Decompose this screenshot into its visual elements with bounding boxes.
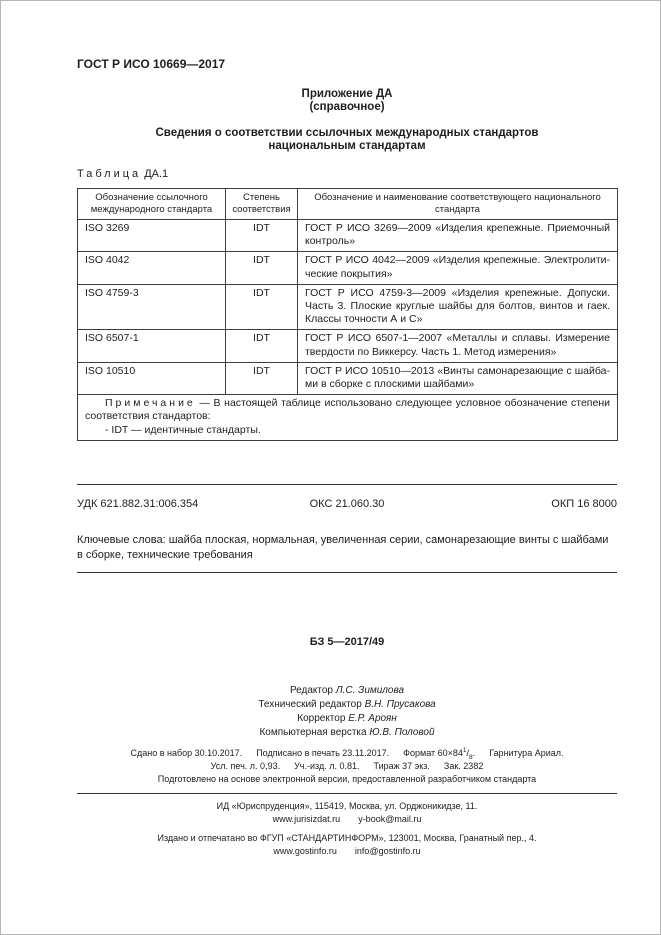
cell-degree: IDT bbox=[226, 330, 298, 362]
appendix-subtitle: (справочное) bbox=[309, 101, 385, 113]
page-content bbox=[77, 1, 617, 858]
table-label-word: Таблица bbox=[77, 168, 142, 180]
credit-name: Ю.В. Половой bbox=[369, 726, 435, 738]
credit-role: Компьютерная верстка bbox=[259, 726, 367, 738]
credit-role: Технический редактор bbox=[258, 698, 362, 710]
imprint-block bbox=[77, 747, 617, 786]
table-row bbox=[78, 284, 618, 330]
cell-reference: ISO 6507-1 bbox=[78, 330, 226, 362]
table-note-row bbox=[78, 395, 618, 441]
cell-national: ГОСТ Р ИСО 10510—2013 «Винты самонарезающие с шайбами в сборке с плоскими шайбами» bbox=[298, 362, 618, 394]
printer-website: www.gostinfo.ru bbox=[273, 845, 337, 856]
imprint-order-number: Зак. 2382 bbox=[443, 760, 484, 771]
appendix-title: Приложение ДА bbox=[301, 88, 393, 100]
credit-role: Корректор bbox=[297, 712, 346, 724]
bz-code: БЗ 5—2017/49 bbox=[309, 635, 385, 648]
appendix-heading bbox=[77, 88, 617, 114]
table-note-paragraph bbox=[85, 397, 610, 423]
horizontal-rule bbox=[77, 484, 617, 485]
imprint-print-date: Подписано в печать 23.11.2017. bbox=[256, 747, 390, 758]
col-header-degree: Степень соответствия bbox=[226, 189, 298, 220]
publisher-block bbox=[77, 800, 617, 858]
classification-line bbox=[77, 498, 617, 511]
credit-technical-editor bbox=[77, 698, 617, 712]
doc-number: ГОСТ Р ИСО 10669—2017 bbox=[77, 57, 226, 71]
section-title bbox=[77, 127, 617, 153]
table-row bbox=[78, 252, 618, 284]
table-row bbox=[78, 220, 618, 252]
imprint-line-2 bbox=[77, 760, 617, 773]
table-note-cell bbox=[78, 395, 618, 441]
cell-reference: ISO 10510 bbox=[78, 362, 226, 394]
correspondence-table bbox=[77, 188, 618, 441]
oks-code: ОКС 21.060.30 bbox=[309, 497, 385, 510]
credit-name: Л.С. Зимилова bbox=[335, 684, 405, 696]
imprint-prepared-note: Подготовлено на основе электронной версии, предоставленной разработчиком стандарта bbox=[157, 773, 537, 784]
cell-national: ГОСТ Р ИСО 4042—2009 «Изделия крепежные. Электролитические покрытия» bbox=[298, 252, 618, 284]
table-label-number: ДА.1 bbox=[144, 168, 169, 180]
imprint-set-date: Сдано в набор 30.10.2017. bbox=[130, 747, 243, 758]
credit-role: Редактор bbox=[289, 684, 333, 696]
keywords-paragraph: Ключевые слова: шайба плоская, нормальная, увеличенная серии, самонарезающие винты с шайбами в сборке, технические требования bbox=[77, 533, 609, 561]
credit-editor bbox=[77, 684, 617, 698]
col-header-national-standard: Обозначение и наименование соответствующего национального стандарта bbox=[298, 189, 618, 220]
udk-code: УДК 621.882.31:006.354 bbox=[77, 497, 199, 510]
printer-email: info@gostinfo.ru bbox=[354, 845, 421, 856]
cell-degree: IDT bbox=[226, 252, 298, 284]
section-title-line2: национальным стандартам bbox=[268, 140, 426, 152]
note-item: - IDT — идентичные стандарты. bbox=[105, 423, 261, 436]
okp-code: ОКП 16 8000 bbox=[551, 497, 617, 510]
imprint-circulation: Тираж 37 экз. bbox=[373, 760, 430, 771]
printer-contacts bbox=[77, 845, 617, 858]
printer-address: Издано и отпечатано во ФГУП «СТАНДАРТИНФОРМ», 123001, Москва, Гранатный пер., 4. bbox=[157, 832, 537, 843]
col-header-reference-standard: Обозначение ссылочного международного стандарта bbox=[78, 189, 226, 220]
credit-name: Е.Р. Ароян bbox=[348, 712, 397, 724]
cell-degree: IDT bbox=[226, 362, 298, 394]
cell-reference: ISO 3269 bbox=[78, 220, 226, 252]
credit-layout bbox=[77, 726, 617, 740]
note-text: — В настоящей таблице использовано следующее условное обозначение степени соответствия стандартов: bbox=[85, 397, 610, 423]
cell-degree: IDT bbox=[226, 220, 298, 252]
credit-proofreader bbox=[77, 712, 617, 726]
publisher-address: ИД «Юриспруденция», 115419, Москва, ул. Орджоникидзе, 11. bbox=[216, 800, 478, 811]
imprint-line-1 bbox=[77, 747, 617, 760]
cell-national: ГОСТ Р ИСО 3269—2009 «Изделия крепежные. Приемочный контроль» bbox=[298, 220, 618, 252]
imprint-editorial-sheets: Уч.-изд. л. 0.81. bbox=[294, 760, 360, 771]
table-header-row bbox=[78, 189, 618, 220]
imprint-format: Формат $60\times 84^1/_8$. bbox=[403, 746, 476, 761]
cell-reference: ISO 4042 bbox=[78, 252, 226, 284]
section-title-line1: Сведения о соответствии ссылочных международных стандартов bbox=[155, 127, 539, 139]
publisher-email: y-book@mail.ru bbox=[358, 813, 422, 824]
cell-national: ГОСТ Р ИСО 4759-3—2009 «Изделия крепежные. Допуски. Часть 3. Плоские круглые шайбы для болтов, винтов и гаек. Классы точности А и С» bbox=[298, 284, 618, 330]
table-row bbox=[78, 362, 618, 394]
imprint-typeface: Гарнитура Ариал. bbox=[489, 747, 564, 758]
note-label: Примечание bbox=[105, 397, 196, 410]
publisher-website: www.jurisizdat.ru bbox=[272, 813, 341, 824]
credits-block bbox=[77, 684, 617, 740]
cell-reference: ISO 4759-3 bbox=[78, 284, 226, 330]
table-row bbox=[78, 330, 618, 362]
publisher-contacts bbox=[77, 813, 617, 826]
horizontal-rule bbox=[77, 793, 617, 794]
cell-degree: IDT bbox=[226, 284, 298, 330]
table-label bbox=[77, 168, 617, 181]
cell-national: ГОСТ Р ИСО 6507-1—2007 «Металлы и сплавы. Измерение твердости по Виккерсу. Часть 1. Метод измерения» bbox=[298, 330, 618, 362]
horizontal-rule bbox=[77, 572, 617, 573]
credit-name: В.Н. Прусакова bbox=[364, 698, 436, 710]
imprint-conventional-sheets: Усл. печ. л. 0,93. bbox=[210, 760, 281, 771]
